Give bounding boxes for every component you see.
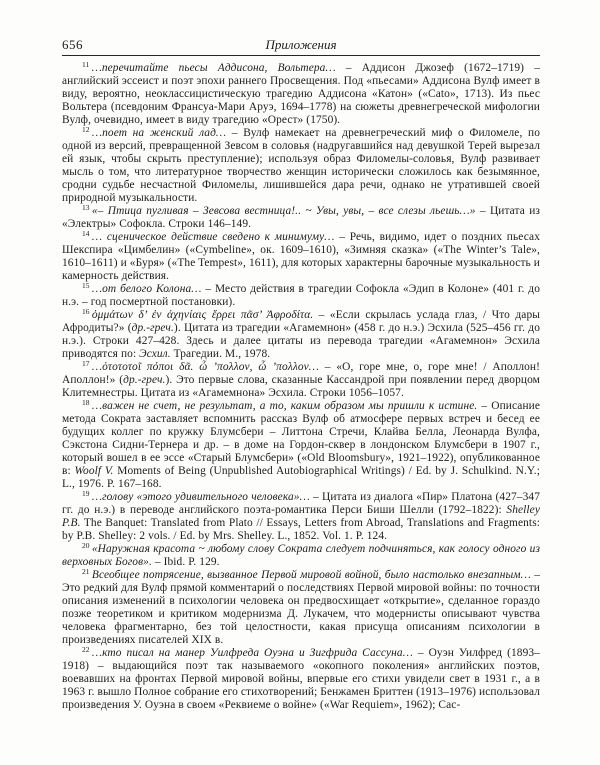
footnote-text: Трагедии. М., 1978. bbox=[170, 348, 271, 360]
footnote-number: 18 bbox=[82, 398, 90, 407]
footnote-11 bbox=[62, 62, 540, 127]
footnote-text: – Аддисон Джозеф (1672–1719) – английский эссеист и поэт эпохи раннего Просвещения. Под «пьесами» Аддисона Вулф имеет в виду, вероятно, неоклассицистическую трагедию Аддисона «Катон» («Cato», 1713). Из пьес Вольтера (псевдоним Франсуа-Мари Аруэ, 1694–1778) на сюжеты древнегреческой мифологии Вулф, очевидно, имеет в виду трагедию «Орест» (1750). bbox=[62, 62, 540, 126]
footnote-15 bbox=[62, 283, 540, 309]
footnote-21 bbox=[62, 569, 540, 647]
footnote-20 bbox=[62, 543, 540, 569]
footnote-22 bbox=[62, 647, 540, 712]
footnote-19 bbox=[62, 491, 540, 543]
footnote-text: – Описание метода Сократа заставляет вспомнить рассказ Вулф об атмосфере первых встреч и бесед ее будущих коллег по кружку Блумсбери – Литтона Стречи, Клайва Белла, Леонарда Вулфа, Сэкстона Сидни-Тернера и др. – в доме на Гордон-сквер в лондонском Блумсбери в 1907 г., который вошел в ее эссе «Старый Блумсбери» («Old Bloomsbury», 1921–1922), опубликованное в: bbox=[62, 400, 541, 477]
footnote-lemma: …поет на женский лад… bbox=[91, 127, 227, 139]
footnote-number: 15 bbox=[82, 281, 90, 290]
footnotes-block bbox=[62, 62, 540, 712]
footnote-text: – Место действия в трагедии Софокла «Эдип в Колоне» (401 г. до н.э. – год посмертной постановки). bbox=[62, 283, 540, 308]
footnote-number: 12 bbox=[82, 125, 90, 134]
running-head-title: Приложения bbox=[265, 37, 337, 52]
footnote-number: 21 bbox=[82, 567, 90, 576]
header-rule bbox=[62, 55, 540, 56]
footnote-text: The Banquet: Translated from Plato // Essays, Letters from Abroad, Translations and Fragments: by P.B. Shelley: 2 vols. / Ed. by Mrs. Shelley. L., 1852. Vol. 1. P. 124. bbox=[62, 517, 540, 542]
footnote-12 bbox=[62, 127, 540, 205]
footnote-text: Moments of Being (Unpublished Autobiographical Writings) / Ed. by J. Schulkind. N.Y.; L., 1976. P. 167–168. bbox=[62, 465, 540, 490]
footnote-text: – «Если скрылась услада глаз, / Что дары Афродиты?» ( bbox=[62, 309, 541, 334]
footnote-number: 17 bbox=[82, 359, 90, 368]
footnote-lemma: Shelley P.B. bbox=[62, 504, 540, 529]
footnote-text: – Ibid. P. 129. bbox=[151, 556, 220, 568]
footnote-text: – Оуэн Уилфред (1893–1918) – выдающийся поэт так называемого «окопного поколения» английских поэтов, воевавших на фронтах Первой мировой войны, впервые его стихи увидели свет в 1931 г., а в 1963 г. вышло Полное собрание его стихотворений; Бенжамен Бриттен (1913–1976) использовал произведения У. Оуэна в своем «Реквиеме о войне» («War Requiem», 1962); Сас- bbox=[62, 647, 540, 711]
footnote-number: 13 bbox=[82, 203, 90, 212]
footnote-text: – Цитата из «Электры» Софокла. Строки 146–149. bbox=[62, 205, 541, 230]
footnote-lemma: Всеобщее потрясение, вызванное Первой мировой войной, было настолько внезапным… bbox=[91, 569, 531, 581]
footnote-lemma: Эсхил. bbox=[139, 348, 171, 360]
footnote-text: ). Цитата из трагедии «Агамемнон» (458 г. до н.э.) Эсхила (525–456 гг. до н.э.). Строки 427–428. Здесь и далее цитаты из перевода трагедии «Агамемнон» Эсхила приводятся по: bbox=[62, 322, 540, 360]
footnote-number: 19 bbox=[82, 489, 90, 498]
footnote-lemma: …ὀτοτοτοῖ πόποι δᾶ. ὦ ’πολλον, ὦ ’πολλον… bbox=[91, 361, 320, 373]
page-header bbox=[62, 37, 540, 53]
footnote-text: ). Это первые слова, сказанные Кассандрой при появлении перед дворцом Клитемнестры. Цитата из «Агамемнона» Эсхила. Строки 1056–1057. bbox=[62, 374, 540, 399]
footnote-lemma: ὀμμάτων δ’ ἐν ἀχηνίαις ἔρρει πᾶσ’ Ἀφροδίτα. bbox=[91, 309, 314, 321]
footnote-number: 16 bbox=[82, 307, 90, 316]
footnote-number: 20 bbox=[82, 541, 90, 550]
footnote-lemma: … сценическое действие сведено к минимуму… bbox=[91, 231, 335, 243]
footnote-lemma: «– Птица пугливая – Зевсова вестница!.. ~ Увы, увы, – все слезы льешь…» bbox=[91, 205, 476, 217]
footnote-lemma: …кто писал на манер Уилфреда Оуэна и Зигфрида Сассуна… bbox=[91, 647, 413, 659]
footnote-lemma: др.-греч. bbox=[131, 322, 174, 334]
footnote-number: 14 bbox=[82, 229, 90, 238]
footnote-text: – Речь, видимо, идет о поздних пьесах Шекспира «Цимбелин» («Cymbeline», ок. 1609–1610), «Зимняя сказка» («The Winter’s Tale», 1610–1611) и «Буря» («The Tempest», 1611), для которых характерны барочные музыкальность и камерность действия. bbox=[62, 231, 540, 282]
footnote-text: – Цитата из диалога «Пир» Платона (427–347 гг. до н.э.) в переводе английского поэта-романтика Перси Биши Шелли (1792–1822): bbox=[62, 491, 540, 516]
footnote-18 bbox=[62, 400, 540, 491]
footnote-number: 11 bbox=[82, 60, 90, 69]
footnote-number: 22 bbox=[82, 645, 90, 654]
footnote-13 bbox=[62, 205, 540, 231]
footnote-17 bbox=[62, 361, 540, 400]
footnote-14 bbox=[62, 231, 540, 283]
footnote-text: – Вулф намекает на древнегреческий миф о Филомеле, по одной из версий, превращенной Зевсом в соловья (надругавшийся над девушкой Терей вырезал ей язык, чтобы скрыть преступление); используя образ Филомелы-соловья, Вулф развивает мысль о том, что литературное творчество женщин исторически сложилось как безымянное, сродни судьбе несчастной Филомелы, лишившейся дара речи, однако не утратившей своей природной музыкальности. bbox=[62, 127, 540, 204]
footnote-lemma: Woolf V. bbox=[74, 465, 114, 477]
footnote-text: – «О, горе мне, о, горе мне! / Аполлон! Аполлон!» ( bbox=[62, 361, 540, 386]
footnote-text: – Это редкий для Вулф прямой комментарий о последствиях Первой мировой войны: по точности описания изменений в психологии человека он предвосхищает «открытие», сделанное гораздо позже теоретиком и критиком модернизма Д. Лукачем, что модернисты описывают чувства человека фрагментарно, без той целостности, какая присуща описаниям психологии в произведениях писателей XIX в. bbox=[62, 569, 540, 646]
page-number: 656 bbox=[62, 37, 83, 52]
footnote-lemma: др.-греч. bbox=[123, 374, 166, 386]
footnote-16 bbox=[62, 309, 540, 361]
footnote-lemma: …от белого Колона… bbox=[91, 283, 202, 295]
footnote-lemma: …перечитайте пьесы Аддисона, Вольтера… bbox=[91, 62, 336, 74]
footnote-lemma: …голову «этого удивительного человека»… bbox=[91, 491, 310, 503]
footnote-lemma: …важен не счет, не результат, а то, каким образом мы пришли к истине. bbox=[91, 400, 478, 412]
footnote-lemma: «Наружная красота ~ любому слову Сократа следует подчиняться, как голосу одного из верховных Богов». bbox=[62, 543, 540, 568]
